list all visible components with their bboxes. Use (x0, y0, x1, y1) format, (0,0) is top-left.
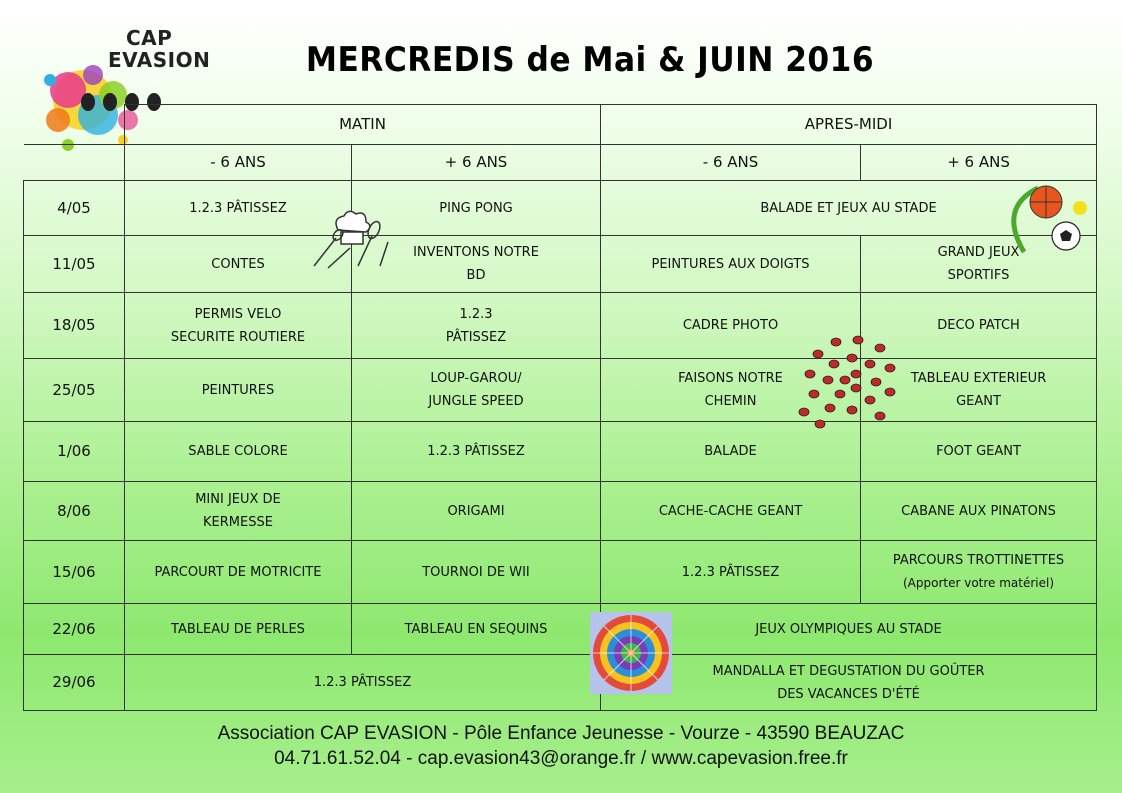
activity-cell (125, 293, 352, 359)
activity-cell: DECO PATCH (861, 293, 1097, 359)
table-row (24, 541, 1097, 604)
activity-cell (601, 359, 861, 422)
activity-line: LOUP-GAROU/ (430, 371, 522, 386)
activity-cell: JEUX OLYMPIQUES AU STADE (601, 604, 1097, 655)
activity-cell (125, 482, 352, 541)
table-row (24, 604, 1097, 655)
activity-line: INVENTONS NOTRE (413, 245, 539, 260)
date-cell: 22/06 (24, 604, 125, 655)
header-am-over6: + 6 ANS (352, 145, 601, 181)
activity-line: MANDALLA ET DEGUSTATION DU GOÛTER (712, 663, 985, 679)
table-row (24, 236, 1097, 293)
table-row (24, 359, 1097, 422)
activity-line: GRAND JEUX (937, 245, 1020, 260)
activity-line: DES VACANCES D'ÉTÉ (777, 686, 920, 702)
activity-cell (861, 541, 1097, 604)
activity-line: FAISONS NOTRE (678, 371, 783, 386)
activity-cell: CADRE PHOTO (601, 293, 861, 359)
date-cell: 18/05 (24, 293, 125, 359)
activity-cell (861, 359, 1097, 422)
date-cell: 29/06 (24, 655, 125, 711)
activity-line: 1.2.3 (459, 306, 493, 322)
logo-line1: CAP (126, 26, 173, 50)
footer-contact: 04.71.61.52.04 - cap.evasion43@orange.fr / www.capevasion.free.fr (274, 748, 848, 769)
activity-cell: TOURNOI DE WII (352, 541, 601, 604)
header-pm-over6: + 6 ANS (861, 145, 1097, 181)
activity-line: TABLEAU EXTERIEUR (910, 371, 1047, 386)
activity-cell: CABANE AUX PINATONS (861, 482, 1097, 541)
activity-cell (352, 293, 601, 359)
header-am-under6: - 6 ANS (125, 145, 352, 181)
header-row-period (24, 105, 1097, 145)
page-title: MERCREDIS de Mai & JUIN 2016 (305, 40, 875, 80)
activity-line: KERMESSE (203, 515, 273, 530)
activity-cell: 1.2.3 PÂTISSEZ (125, 181, 352, 236)
date-cell: 4/05 (24, 181, 125, 236)
activity-line: CHEMIN (704, 394, 757, 409)
activity-cell: CONTES (125, 236, 352, 293)
activity-line: PARCOURS TROTTINETTES (892, 553, 1065, 568)
date-cell: 15/06 (24, 541, 125, 604)
date-cell: 11/05 (24, 236, 125, 293)
date-cell: 8/06 (24, 482, 125, 541)
activity-cell: 1.2.3 PÂTISSEZ (601, 541, 861, 604)
activity-cell: 1.2.3 PÂTISSEZ (125, 655, 601, 711)
activity-line: BD (466, 268, 486, 283)
corner-cell (24, 105, 125, 145)
activity-cell: PING PONG (352, 181, 601, 236)
footer-address: Association CAP EVASION - Pôle Enfance Jeunesse - Vourze - 43590 BEAUZAC (217, 723, 905, 744)
activity-cell (601, 655, 1097, 711)
activity-note: (Apporter votre matériel) (902, 576, 1055, 590)
activity-line: SPORTIFS (947, 268, 1010, 283)
activity-cell: TABLEAU EN SEQUINS (352, 604, 601, 655)
activity-cell: SABLE COLORE (125, 422, 352, 482)
activity-line: MINI JEUX DE (195, 492, 281, 507)
header-afternoon: APRES-MIDI (601, 105, 1097, 145)
logo-line2: EVASION (108, 48, 211, 72)
activity-cell (352, 359, 601, 422)
activity-cell: CACHE-CACHE GEANT (601, 482, 861, 541)
date-cell: 1/06 (24, 422, 125, 482)
activity-cell: FOOT GEANT (861, 422, 1097, 482)
header-pm-under6: - 6 ANS (601, 145, 861, 181)
activity-cell: TABLEAU DE PERLES (125, 604, 352, 655)
activity-cell (861, 236, 1097, 293)
activity-cell: PARCOURT DE MOTRICITE (125, 541, 352, 604)
date-cell: 25/05 (24, 359, 125, 422)
activity-cell: 1.2.3 PÂTISSEZ (352, 422, 601, 482)
header-morning: MATIN (125, 105, 601, 145)
activity-line: SECURITE ROUTIERE (170, 329, 306, 345)
corner-cell-2 (24, 145, 125, 181)
table-row (24, 181, 1097, 236)
activities-table (23, 104, 1097, 711)
activity-line: JUNGLE SPEED (428, 394, 524, 409)
table-row (24, 655, 1097, 711)
activity-cell: PEINTURES (125, 359, 352, 422)
activity-line: PÂTISSEZ (445, 329, 507, 345)
table-row (24, 293, 1097, 359)
table-row (24, 482, 1097, 541)
activity-cell: PEINTURES AUX DOIGTS (601, 236, 861, 293)
activity-cell: BALADE (601, 422, 861, 482)
table-row (24, 422, 1097, 482)
activity-cell: ORIGAMI (352, 482, 601, 541)
activity-cell (352, 236, 601, 293)
activity-cell: BALADE ET JEUX AU STADE (601, 181, 1097, 236)
activity-line: PERMIS VELO (194, 306, 282, 322)
header-row-age (24, 145, 1097, 181)
activity-line: GEANT (956, 394, 1001, 409)
